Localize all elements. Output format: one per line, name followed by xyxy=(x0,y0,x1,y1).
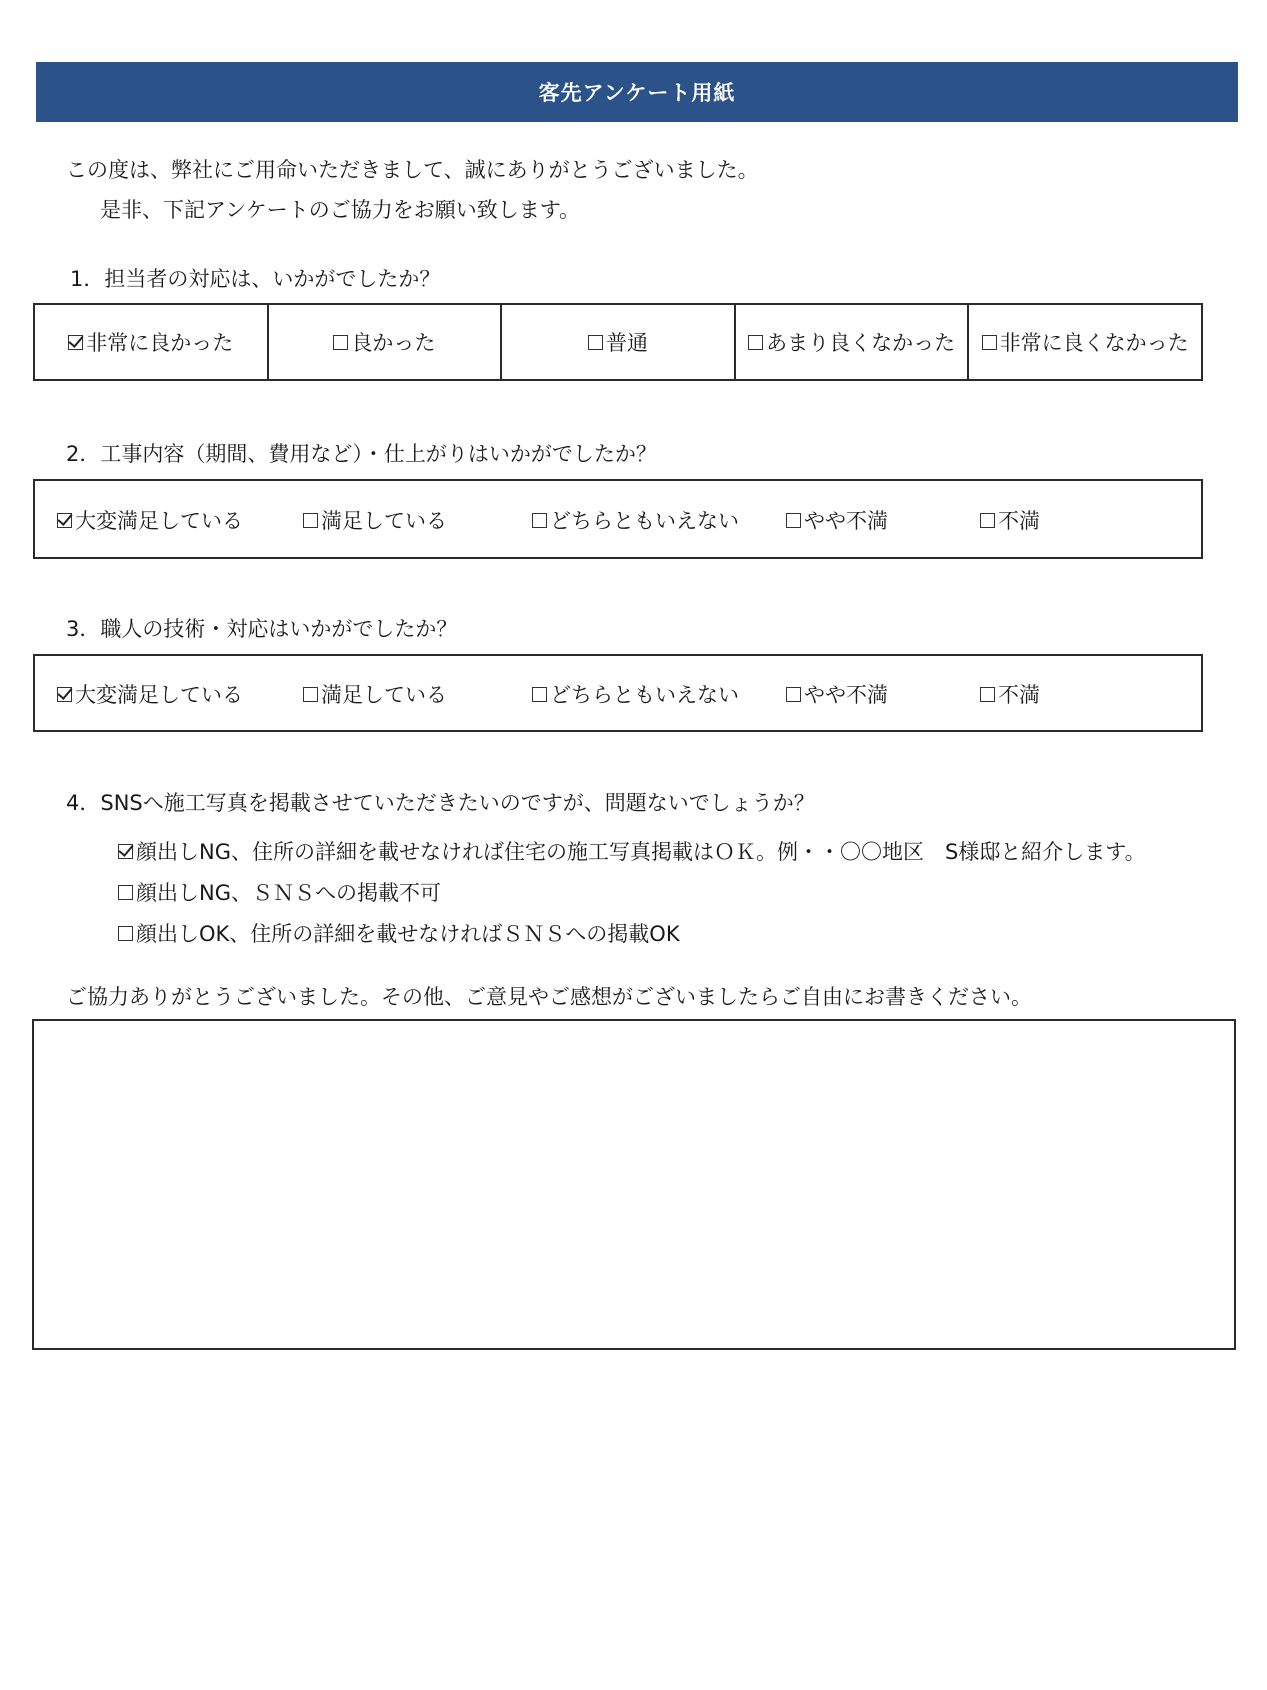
q1-checkbox-1[interactable] xyxy=(68,335,83,350)
q2-option-label: 大変満足している xyxy=(75,509,243,533)
q1-option-3[interactable] xyxy=(502,305,736,379)
q3-option-label: どちらともいえない xyxy=(550,683,739,707)
q2-option-label: 満足している xyxy=(321,509,447,533)
q2-option-1[interactable] xyxy=(57,505,243,535)
comments-textarea[interactable] xyxy=(32,1019,1236,1350)
q4-option-label: 顔出しNG、住所の詳細を載せなければ住宅の施工写真掲載はＯＫ。例・・〇〇地区 S様邸と紹介します。 xyxy=(136,840,1146,864)
q2-checkbox-4[interactable] xyxy=(786,513,801,528)
q1-question: 1．担当者の対応は、いかがでしたか？ xyxy=(70,267,441,291)
q3-option-label: 満足している xyxy=(321,683,447,707)
q4-checkbox-2[interactable] xyxy=(118,885,133,900)
form-title: 客先アンケート用紙 xyxy=(538,81,736,105)
q1-option-label: 良かった xyxy=(351,331,436,355)
q3-question: 3．職人の技術・対応はいかがでしたか？ xyxy=(66,617,458,641)
q4-option-label: 顔出しNG、ＳＮＳへの掲載不可 xyxy=(136,881,441,905)
comments-prompt: ご協力ありがとうございました。その他、ご意見やご感想がございましたらご自由にお書きください。 xyxy=(66,985,1032,1009)
q2-question: 2．工事内容（期間、費用など）・仕上がりはいかがでしたか？ xyxy=(66,442,657,466)
q1-option-label: 非常に良かった xyxy=(86,331,234,355)
q1-option-2[interactable] xyxy=(269,305,503,379)
q2-option-4[interactable] xyxy=(786,505,888,535)
q4-option-3[interactable] xyxy=(118,918,680,948)
q3-option-1[interactable] xyxy=(57,679,243,709)
intro-line-2: 是非、下記アンケートのご協力をお願い致します。 xyxy=(100,198,581,222)
q3-option-2[interactable] xyxy=(303,679,447,709)
q4-checkbox-3[interactable] xyxy=(118,926,133,941)
q1-option-1[interactable] xyxy=(35,305,269,379)
q1-checkbox-4[interactable] xyxy=(748,335,763,350)
q3-options-box xyxy=(33,654,1203,732)
q1-checkbox-5[interactable] xyxy=(982,335,997,350)
q3-checkbox-5[interactable] xyxy=(980,687,995,702)
q1-checkbox-2[interactable] xyxy=(333,335,348,350)
q1-option-5[interactable] xyxy=(969,305,1201,379)
q2-option-3[interactable] xyxy=(532,505,739,535)
form-header xyxy=(36,62,1238,122)
q3-option-5[interactable] xyxy=(980,679,1040,709)
q3-option-label: 大変満足している xyxy=(75,683,243,707)
q2-checkbox-3[interactable] xyxy=(532,513,547,528)
q2-option-label: 不満 xyxy=(998,509,1040,533)
q1-option-label: あまり良くなかった xyxy=(766,331,956,355)
q2-options-box xyxy=(33,479,1203,559)
q1-options-table xyxy=(33,303,1203,381)
q2-option-label: やや不満 xyxy=(804,509,888,533)
q3-checkbox-1[interactable] xyxy=(57,687,72,702)
q1-checkbox-3[interactable] xyxy=(588,335,603,350)
q3-checkbox-2[interactable] xyxy=(303,687,318,702)
q4-question: 4．SNSへ施工写真を掲載させていただきたいのですが、問題ないでしょうか？ xyxy=(66,791,815,815)
q4-option-2[interactable] xyxy=(118,877,441,907)
q1-option-label: 普通 xyxy=(605,331,648,355)
q2-checkbox-5[interactable] xyxy=(980,513,995,528)
q4-option-label: 顔出しOK、住所の詳細を載せなければＳＮＳへの掲載OK xyxy=(136,922,680,946)
q2-checkbox-1[interactable] xyxy=(57,513,72,528)
q3-option-4[interactable] xyxy=(786,679,888,709)
q2-option-2[interactable] xyxy=(303,505,447,535)
q2-checkbox-2[interactable] xyxy=(303,513,318,528)
q3-option-label: 不満 xyxy=(998,683,1040,707)
q3-checkbox-3[interactable] xyxy=(532,687,547,702)
q3-option-3[interactable] xyxy=(532,679,739,709)
q4-checkbox-1[interactable] xyxy=(118,844,133,859)
q4-option-1[interactable] xyxy=(118,836,1146,866)
q3-option-label: やや不満 xyxy=(804,683,888,707)
q1-option-4[interactable] xyxy=(736,305,970,379)
intro-line-1: この度は、弊社にご用命いただきまして、誠にありがとうございました。 xyxy=(66,158,759,182)
q3-checkbox-4[interactable] xyxy=(786,687,801,702)
q1-option-label: 非常に良くなかった xyxy=(999,331,1189,355)
q2-option-label: どちらともいえない xyxy=(550,509,739,533)
q2-option-5[interactable] xyxy=(980,505,1040,535)
